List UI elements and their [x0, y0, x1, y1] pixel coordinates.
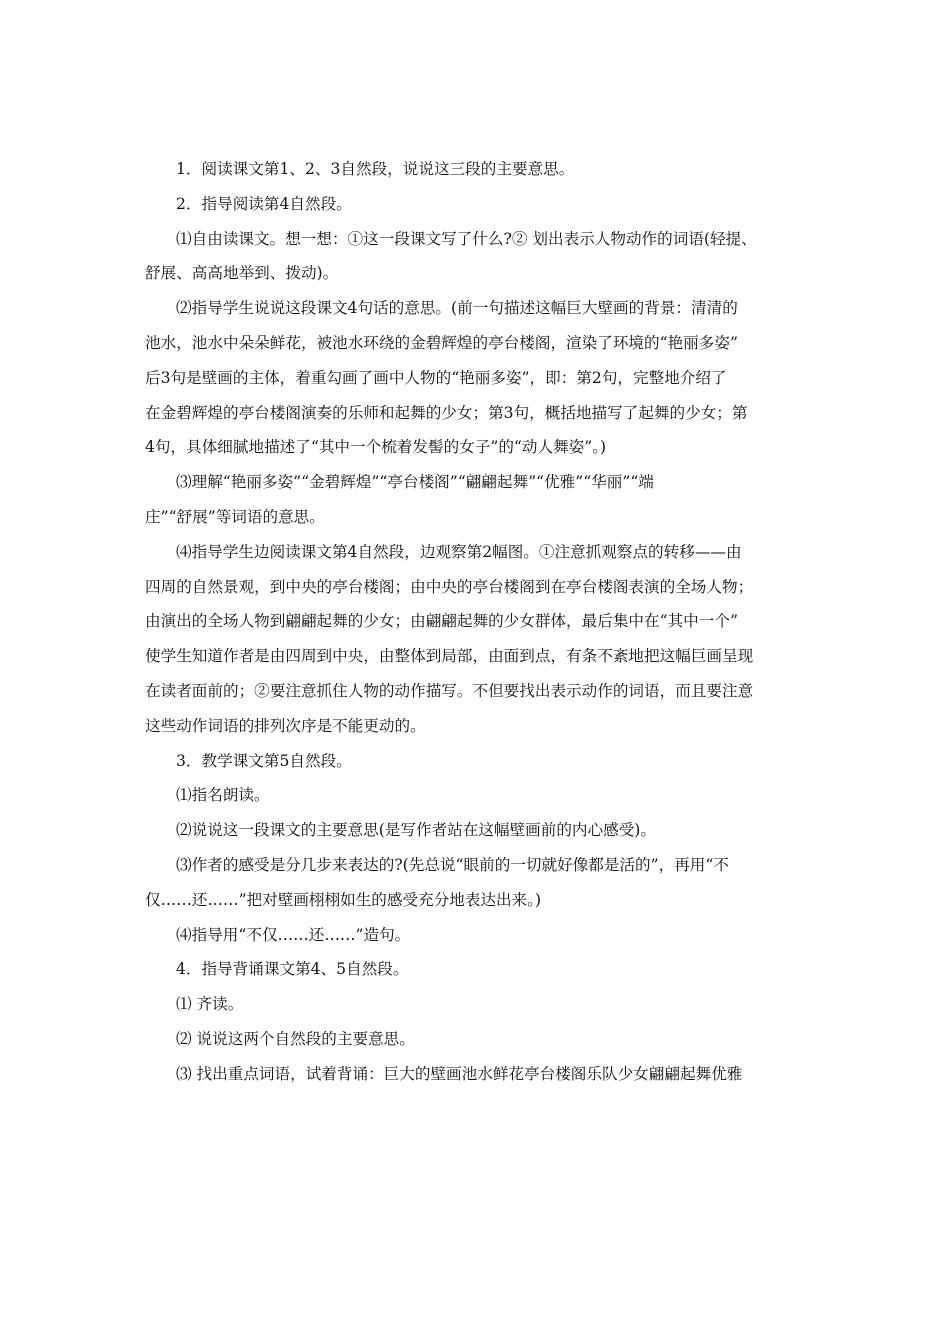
text-line: ⑶ 找出重点词语，试着背诵：巨大的壁画池水鲜花亭台楼阁乐队少女翩翩起舞优雅	[176, 1064, 743, 1083]
text-line: 四周的自然景观，到中央的亭台楼阁；由中央的亭台楼阁到在亭台楼阁表演的全场人物；	[145, 577, 754, 596]
text-line: 4句，具体细腻地描述了“其中一个梳着发髻的女子”的“动人舞姿”。)	[145, 438, 607, 457]
text-line: ⑷指导学生边阅读课文第4自然段，边观察第2幅图。①注意抓观察点的转移——由	[176, 542, 742, 561]
text-line: 池水，池水中朵朵鲜花，被池水环绕的金碧辉煌的亭台楼阁，渲染了环境的“艳丽多姿”	[145, 333, 738, 352]
text-line: 这些动作词语的排列次序是不能更动的。	[145, 716, 426, 735]
text-line: 使学生知道作者是由四周到中央，由整体到局部，由面到点，有条不紊地把这幅巨画呈现	[145, 647, 754, 666]
text-line: 4．指导背诵课文第4、5自然段。	[176, 960, 409, 979]
text-line: ⑵指导学生说说这段课文4句话的意思。(前一句描述这幅巨大壁画的背景：清清的	[176, 299, 738, 318]
text-line: 在读者面前的；②要注意抓住人物的动作描写。不但要找出表示动作的词语，而且要注意	[145, 681, 754, 700]
text-line: ⑶理解“艳丽多姿”“金碧辉煌”“亭台楼阁”“翩翩起舞”“优雅”“华丽”“端	[176, 473, 654, 492]
text-line: 舒展、高高地举到、拨动)。	[145, 264, 339, 283]
text-line: 1．阅读课文第1、2、3自然段，说说这三段的主要意思。	[176, 160, 575, 178]
text-line: ⑷指导用“不仅……还……”造句。	[176, 925, 411, 944]
document-body	[145, 152, 815, 1092]
text-line: 仅……还……”把对壁画栩栩如生的感受充分地表达出来。)	[145, 890, 542, 909]
text-line: 后3句是壁画的主体，着重勾画了画中人物的“艳丽多姿”，即：第2句，完整地介绍了	[145, 368, 727, 387]
text-line: ⑶作者的感受是分几步来表达的?(先总说“眼前的一切就好像都是活的”，再用“不	[176, 855, 729, 874]
text-line: ⑵ 说说这两个自然段的主要意思。	[176, 1029, 415, 1048]
text-line: 2．指导阅读第4自然段。	[176, 194, 352, 213]
text-line: 由演出的全场人物到翩翩起舞的少女；由翩翩起舞的少女群体，最后集中在“其中一个”	[145, 612, 738, 631]
text-line: ⑵说说这一段课文的主要意思(是写作者站在这幅壁画前的内心感受)。	[176, 821, 656, 840]
text-line: 在金碧辉煌的亭台楼阁演奏的乐师和起舞的少女；第3句，概括地描写了起舞的少女；第	[145, 403, 748, 422]
text-line: 庄”“舒展”等词语的意思。	[145, 507, 325, 526]
text-line: ⑴自由读课文。想一想：①这一段课文写了什么?② 划出表示人物动作的词语(轻提、	[176, 229, 757, 248]
text-line: 3．教学课文第5自然段。	[176, 751, 352, 770]
text-line: ⑴指名朗读。	[176, 786, 270, 805]
text-line: ⑴ 齐读。	[176, 995, 244, 1014]
